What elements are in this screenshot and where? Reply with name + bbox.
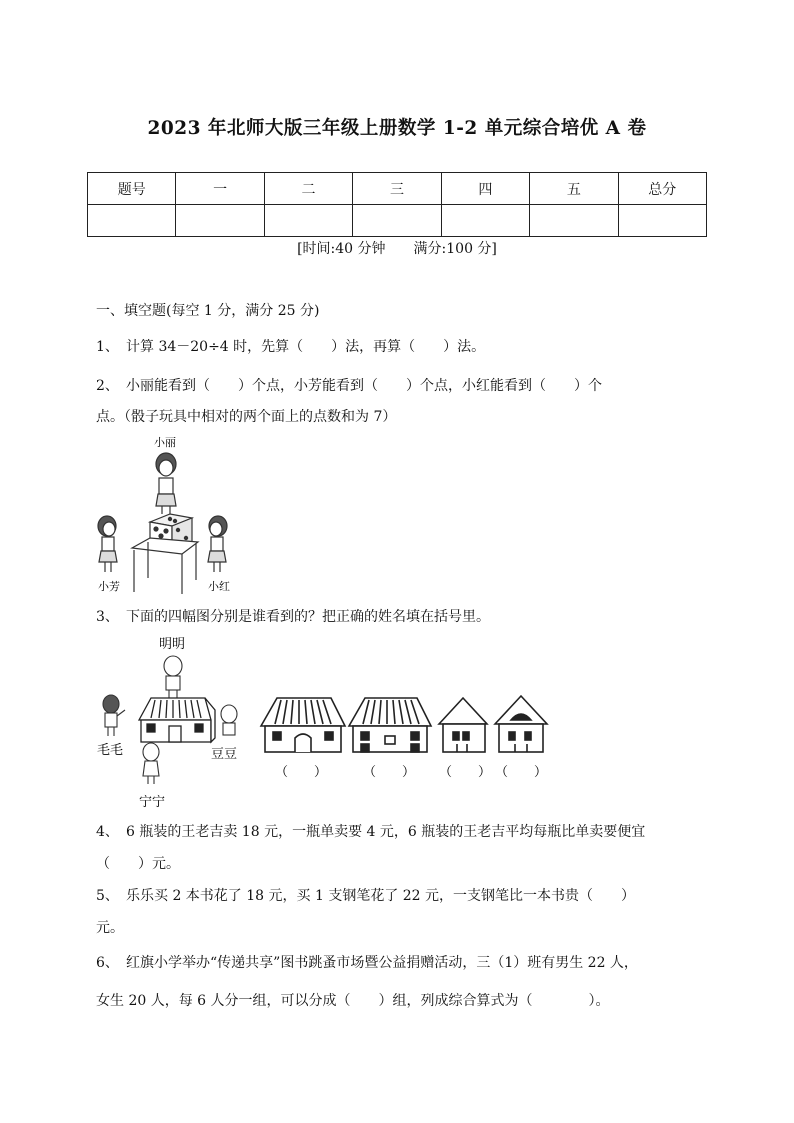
label-xiaofang: 小芳 bbox=[98, 580, 120, 593]
score-header-cell: 四 bbox=[441, 173, 529, 205]
house-view-3 bbox=[439, 698, 487, 752]
label-ningning: 宁宁 bbox=[139, 795, 166, 810]
question-4 bbox=[96, 821, 645, 841]
score-entry-cell[interactable] bbox=[88, 205, 176, 237]
house-view-4 bbox=[495, 696, 547, 752]
question-text: 6 瓶装的王老吉卖 18 元，一瓶单卖要 4 元，6 瓶装的王老吉平均每瓶比单卖要便宜 bbox=[126, 824, 646, 840]
time-note: [时间:40 分钟 满分:100 分] bbox=[297, 241, 497, 257]
score-table bbox=[87, 172, 707, 237]
question-6 bbox=[96, 952, 638, 972]
score-entry-cell[interactable] bbox=[264, 205, 352, 237]
house-view-2 bbox=[349, 698, 431, 752]
label-xiaohong: 小红 bbox=[208, 580, 230, 593]
question-number: 6、 bbox=[96, 955, 119, 971]
question-2-continued: 点。（骰子玩具中相对的两个面上的点数和为 7） bbox=[96, 409, 397, 425]
girl-figure-ningning bbox=[143, 743, 159, 784]
label-mingming: 明明 bbox=[159, 637, 186, 652]
score-header-cell: 二 bbox=[264, 173, 352, 205]
boy-figure-maomao bbox=[103, 695, 125, 736]
score-entry-cell[interactable] bbox=[530, 205, 618, 237]
house-view-1 bbox=[261, 698, 345, 752]
girl-figure-right bbox=[208, 516, 227, 572]
question-5 bbox=[96, 885, 635, 905]
question-text: 下面的四幅图分别是谁看到的？把正确的姓名填在括号里。 bbox=[126, 609, 490, 625]
house-icon bbox=[139, 698, 215, 742]
score-entry-cell[interactable] bbox=[618, 205, 706, 237]
score-header-cell: 三 bbox=[353, 173, 441, 205]
question-5-continued: 元。 bbox=[96, 920, 124, 936]
question-number: 4、 bbox=[96, 824, 119, 840]
answer-blank-2[interactable]: （ ） bbox=[363, 765, 416, 780]
score-table-header-row bbox=[88, 173, 707, 205]
label-xiaoli: 小丽 bbox=[154, 436, 176, 449]
dice-figure bbox=[90, 430, 250, 600]
label-maomao: 毛毛 bbox=[97, 743, 124, 758]
question-number: 3、 bbox=[96, 609, 119, 625]
score-entry-cell[interactable] bbox=[441, 205, 529, 237]
house-figure bbox=[95, 630, 555, 810]
girl-figure-doudou bbox=[221, 705, 237, 735]
question-text: 乐乐买 2 本书花了 18 元，买 1 支钢笔花了 22 元，一支钢笔比一本书贵（ ） bbox=[126, 888, 636, 904]
girl-figure-mingming bbox=[164, 656, 182, 698]
score-header-cell: 五 bbox=[530, 173, 618, 205]
question-6-continued: 女生 20 人，每 6 人分一组，可以分成（ ）组，列成综合算式为（ ）。 bbox=[96, 993, 610, 1009]
girl-figure-left bbox=[98, 516, 117, 572]
girl-figure-top bbox=[156, 453, 176, 514]
score-entry-cell[interactable] bbox=[353, 205, 441, 237]
question-1 bbox=[96, 336, 485, 356]
score-table-entry-row bbox=[88, 205, 707, 237]
question-3 bbox=[96, 606, 490, 626]
label-doudou: 豆豆 bbox=[211, 747, 238, 762]
question-text: 小丽能看到（ ）个点，小芳能看到（ ）个点，小红能看到（ ）个 bbox=[126, 378, 602, 394]
page-title: 2023 年北师大版三年级上册数学 1-2 单元综合培优 A 卷 bbox=[147, 118, 647, 139]
question-number: 2、 bbox=[96, 378, 119, 394]
answer-blank-3[interactable]: （ ） bbox=[439, 765, 492, 780]
answer-blank-1[interactable]: （ ） bbox=[275, 765, 328, 780]
score-header-cell: 题号 bbox=[88, 173, 176, 205]
answer-blank-4[interactable]: （ ） bbox=[495, 765, 548, 780]
question-number: 1、 bbox=[96, 339, 119, 355]
score-entry-cell[interactable] bbox=[176, 205, 264, 237]
question-text: 红旗小学举办“传递共享”图书跳蚤市场暨公益捐赠活动，三（1）班有男生 22 人， bbox=[126, 955, 638, 971]
score-header-cell: 总分 bbox=[618, 173, 706, 205]
question-text: 计算 34－20÷4 时，先算（ ）法，再算（ ）法。 bbox=[126, 339, 486, 355]
question-2 bbox=[96, 375, 602, 395]
section-heading: 一、填空题(每空 1 分，满分 25 分) bbox=[96, 303, 320, 319]
question-number: 5、 bbox=[96, 888, 119, 904]
table-icon bbox=[132, 538, 198, 594]
question-4-continued: （ ）元。 bbox=[96, 856, 180, 872]
score-header-cell: 一 bbox=[176, 173, 264, 205]
